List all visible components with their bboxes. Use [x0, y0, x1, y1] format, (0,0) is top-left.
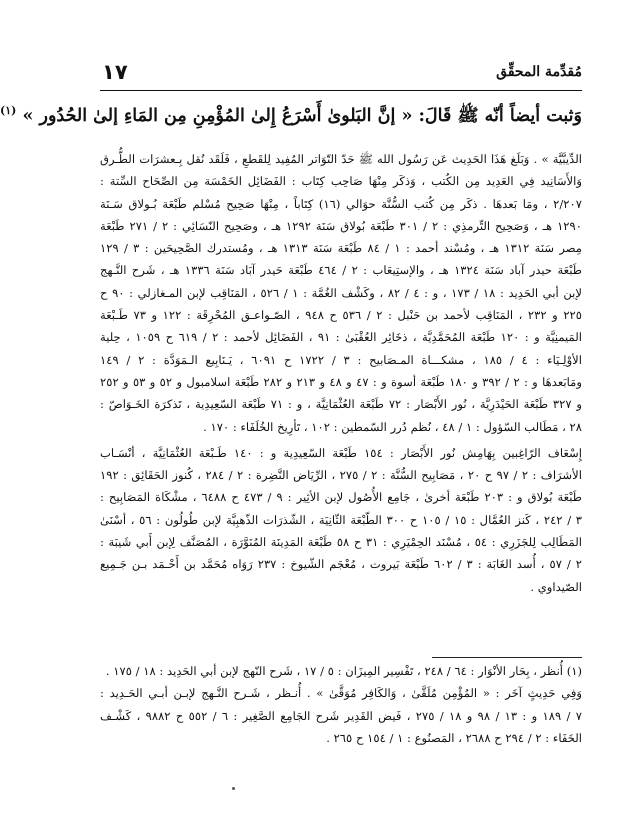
- note-line: الصّيداوي .: [530, 579, 582, 594]
- note-line: ٢/٢٠٧ ، ومَا بَعدهَا . ذكَر مِن كُتب السُّنَّة حوَالي (١٦) كِتَاباً ، مِنْهَا صَحِيح مُسْلم طَبْعَة بُـولاق سَـنَة: [100, 196, 582, 211]
- note-line: لإبن أبي الحَدِيد : ١٨ / ١٧٣ ، و : ٤ / ٨٢ ، وكَشْف الغُمَّة : ١ / ٥٢٦ ، المَنَاقِب لإبن المـغازلي : ٩٠ ح: [100, 285, 583, 300]
- page-number: ١٧: [102, 60, 128, 84]
- note-line: طَبْعَة حيدر آباد سَنَة ١٣٢٤ هـ ، والإستِيعَاب : ٢ / ٤٦٤ طَبْعَة حَيدر آبَاد سَنَة ١٣٣٦ هـ ، شَرح النَّـهج: [100, 263, 582, 278]
- note-line: الدِّيبَّيَّة » . وَبَلَغ هَذَا الحَدِيث عَن رَسُول الله ﷺ حَدّ التّوَاتر المُفِيد لِلقَطعِ ، فَلَقَد نُقل بِـعشرَات الطُّـرق: [100, 152, 582, 166]
- footnote-line: ٧ / ١٨٩ و : ١٣ / ٩٨ و ١٨ / ٢٧٥ ، فَيض القَدِير شَرح الجَامِع الصَّغِير : ٦ / ٥٥٢ ح ٩٨٨٢ ، كَشْـف: [100, 708, 582, 723]
- scan-speck: [232, 787, 235, 790]
- note-line: و ٣٢٧ طَبْعَة الحَيْدَرِيَّة ، نُور الأَبْصَار : ٧٢ طَبْعَة العُثْمَانِيَّة ، و : ٧١ طَبْعَة السّعِيدِية ، تَذكرَة الخَـوَاصّ :: [100, 397, 582, 412]
- note-line: إِسْعَاف الرّاغِبين بِهَامِش نُور الأَبْصَار : ١٥٤ طَبْعَة السّعِيدِية و : ١٤٠ طَـبْعَة العُثْمَانِيَّة ، أنْسَـاب: [100, 445, 582, 460]
- note-line: ومَابَعدهَا و : ٢ / ٣٩٢ و ١٨٠ طَبْعَة أسوة و : ٤٧ و ٤٨ و ٢١٣ و ٢٨٢ طَبْعَة اسلامبول و ٥٢ و ٥٣ و ٢٥٢: [100, 374, 582, 389]
- footnote-line: الخَفَاء : ٢ / ٢٩٤ ح ٢٦٨٨ ، المَصنُوع : ١ / ١٥٤ ح ٢٦٥ .: [326, 730, 582, 745]
- note-line: ١٢٩٠ هـ ، وَصَحِيح التِّرمذِي : ٢ / ٣٠١ طَبْعَة بُولاق سَنَة ١٢٩٢ هـ ، وصَحِيح النّسَائِي : ٢ / ٢٧١ طَبْعَة: [100, 218, 582, 233]
- main-text-body: وَثبت أيضاً أنّه ﷺ قَالَ: « إنَّ البَلوىٰ أَسْرَعُ إِلىٰ المُؤْمِنِ مِن المَاءِ إلىٰ الحُدُور »: [22, 105, 582, 126]
- note-line: مِصر سَنَة ١٣١٢ هـ ، ومُسْند أحمد : ١ / ٨٤ طَبْعَة سَنَة ١٣١٣ هـ ، ومُستدرك الصَّحِيحَين : ٣ / ١٢٩: [100, 241, 582, 256]
- main-text: [0, 96, 582, 131]
- footnote-line: (١) أُنظر ، بِحَار الأنْوَار : ٦٤ / ٢٤٨ ، تَفْسِير المِيزَان : ٥ / ١٧ ، شَرح النّهج لإبن أبي الحَدِيد : ١٨ / ١٧٥ .: [105, 664, 582, 678]
- page-header: [100, 58, 582, 91]
- note-line: ٣ / ٢٤٢ ، كَنز العُمَّال : ١٥ / ١٠٥ ح ٣٠٠ الطّبْعَة الثّانِيَة ، الشّذرَات الذّهبِيَّة لإبن طُولُون : ٥٦ ، أسْنَىٰ: [100, 512, 582, 527]
- note-line: الأشرَاف : ٢ / ٩٧ ح ٢٠ ، مَصَابِيح السُّنَّة : ٢ / ٢٧٥ ، الرِّيَاض النَّضِرة : ٢ / ٢٨٤ ، كُنوز الحَقَائِق : ١٩٢: [100, 468, 582, 483]
- running-title: مُقدِّمة المحقِّق: [496, 64, 582, 80]
- footnotes-block: [100, 660, 582, 749]
- note-line: وَالأَسَانِيد فِي العَدِيد مِن الكُتب ، وَذكَر مِنْهَا صَاحِب كِتَاب : الفَضَائِل الخَمْسَة مِن الصِّحَاح السِّتة :: [100, 174, 582, 189]
- note-line: طَبْعَة بُولاق و : ٢٠٣ طَبْعَة أخرىٰ ، جَامِع الأُصُول لإبن الأثِير : ٩ / ٤٧٣ ح ٦٤٨٨ ، مشْكَاة المَصَابِيح :: [100, 490, 582, 505]
- note-line: المَطَالِب لِلجَزَرِي : ٥٤ ، مُسْنَد الحِمْيَرِي : ٣١ ح ٥٨ طَبْعَة المَدِينَة المُنَوَّرَة ، المُصَنَّف لِإبن أَبي شَيبَة :: [100, 535, 583, 550]
- note-line: ٢٨ ، مَطَالب السّؤول : ١ / ٤٨ ، نُظم دُرر السّمطين : ١٠٢ ، تَأرِيخ الخُلَفَاء : ١٧٠ .: [203, 419, 582, 434]
- note-line: ٢ / ٥٧ ، أُسد الغَابَة : ٣ / ٦٠٢ طَبْعَة بَيروت ، مُعْجَم الشّيوخ : ٢٣٧ رَوَاه مُحَمَّد بن أَحْـمَد بـن جَـمِيع: [100, 557, 583, 572]
- note-line: ٢٢٥ و ٢٣٢ ، المَنَاقِب لأحمد بن حَنْبل : ٢ / ٥٣٦ ح ٩٤٨ ، الصّـواعـق المُحْرِقَة : ١٢٢ و ٧٣ طَـبْعَة: [100, 308, 582, 323]
- note-line: المَيمنِيَّة و : ١٢٠ طَبْعَة المُحَمَّدِيَّة ، ذخَائِر العُقْبَىٰ : ٩١ ، الفَضَائِل لأحمد : ٢ / ٦١٩ ح ١٠٥٩ ، حِلية: [100, 330, 582, 345]
- footnote-separator: [432, 657, 582, 658]
- note-line: الأوْلِـيَاء : ٤ / ١٨٥ ، مشكـــاة المـصَابيح : ٣ / ١٧٢٢ ح ٦٠٩١ ، يَـنَابِيع الـمَوَدَّة : ٢ / ١٤٩: [100, 352, 583, 367]
- footnote-marker: (١): [0, 104, 17, 117]
- notes-block: [100, 148, 582, 598]
- footnote-line: وَفِي حَدِيثٍ آخَر : « المُؤْمِن مُلَقَّىٰ ، وَالكَافِر مُوَقَّىٰ » . أُنـظر ، شَـرح النَّـهج لإبـن أبـي الحَـدِيد :: [100, 686, 582, 701]
